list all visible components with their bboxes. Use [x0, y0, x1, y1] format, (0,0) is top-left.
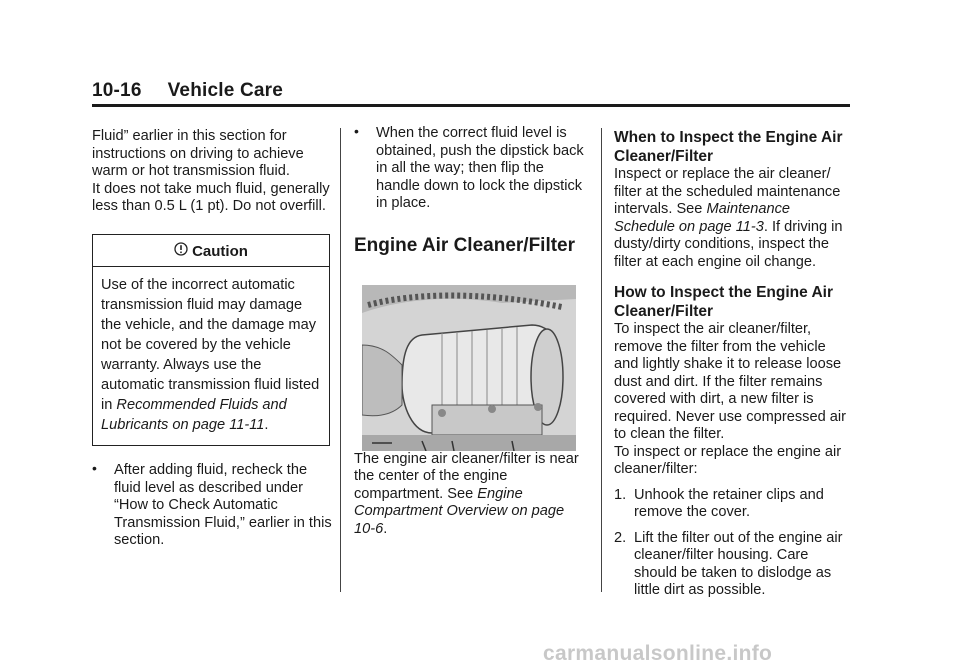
cross-reference-link[interactable]: Maintenance Schedule on page 11-3	[614, 201, 791, 235]
paragraph: Inspect or replace the air cleaner/ filter at the scheduled maintenance intervals. See Maintenance Schedule on page 11-3. If driving in dusty/dirty conditions, inspect the filter at each engine oil change.	[614, 166, 843, 270]
bullet-icon: •	[92, 460, 97, 476]
list-item: 1. Unhook the retainer clips and remove the cover.	[614, 486, 824, 520]
caution-text: Use of the incorrect automatic transmission fluid may damage the vehicle, and the damage may not be covered by the vehicle warranty. Always use the automatic transmission fluid listed in Recommended Fluids and Lubricants on page 11-11.	[101, 277, 320, 433]
column-divider	[340, 128, 341, 592]
column-left	[92, 128, 332, 550]
cross-reference-link[interactable]: Engine Compartment Overview on page 10-6	[354, 485, 565, 537]
list-item: • When the correct fluid level is obtained, push the dipstick back in all the way; then flip the handle down to lock the dipstick in place.	[354, 123, 584, 211]
subsection-heading: How to Inspect the Engine Air Cleaner/Filter	[614, 284, 834, 320]
caution-header	[93, 235, 329, 268]
list-item: • After adding fluid, recheck the fluid level as described under “How to Check Automatic Transmission Fluid,” earlier in this section.	[92, 460, 332, 548]
watermark: carmanualsonline.info	[543, 642, 773, 665]
paragraph: To inspect the air cleaner/filter, remove the filter from the vehicle and lightly shake it to release loose dust and dirt. If the filter remains covered with dirt, a new filter is required. Never use compressed air to clean the filter.	[614, 321, 846, 442]
engine-air-cleaner-illustration	[362, 285, 576, 451]
subsection-heading: When to Inspect the Engine Air Cleaner/Filter	[614, 129, 843, 165]
page-number: 10-16	[92, 80, 142, 101]
cross-reference-link[interactable]: Recommended Fluids and Lubricants on page 11-11	[101, 397, 287, 433]
section-title: Vehicle Care	[167, 80, 284, 101]
column-right	[614, 128, 854, 600]
caution-box	[92, 234, 330, 447]
column-middle	[354, 125, 586, 538]
bullet-icon: •	[354, 123, 359, 139]
warning-icon	[174, 242, 188, 261]
paragraph: To inspect or replace the engine air cleaner/filter:	[614, 443, 842, 477]
column-divider	[601, 128, 602, 592]
list-item: 2. Lift the filter out of the engine air cleaner/filter housing. Care should be taken to dislodge as little dirt as possible.	[614, 529, 843, 598]
section-heading: Engine Air Cleaner/Filter	[354, 234, 576, 256]
paragraph: The engine air cleaner/filter is near the center of the engine compartment. See Engine Compartment Overview on page 10-6.	[354, 450, 579, 537]
paragraph: It does not take much fluid, generally less than 0.5 L (1 pt). Do not overfill.	[92, 180, 330, 214]
header-rule	[92, 104, 850, 107]
page-header	[92, 80, 283, 102]
caution-title: Caution	[192, 242, 248, 260]
paragraph: Fluid” earlier in this section for instructions on driving to achieve warm or hot transmission fluid.	[92, 128, 304, 179]
